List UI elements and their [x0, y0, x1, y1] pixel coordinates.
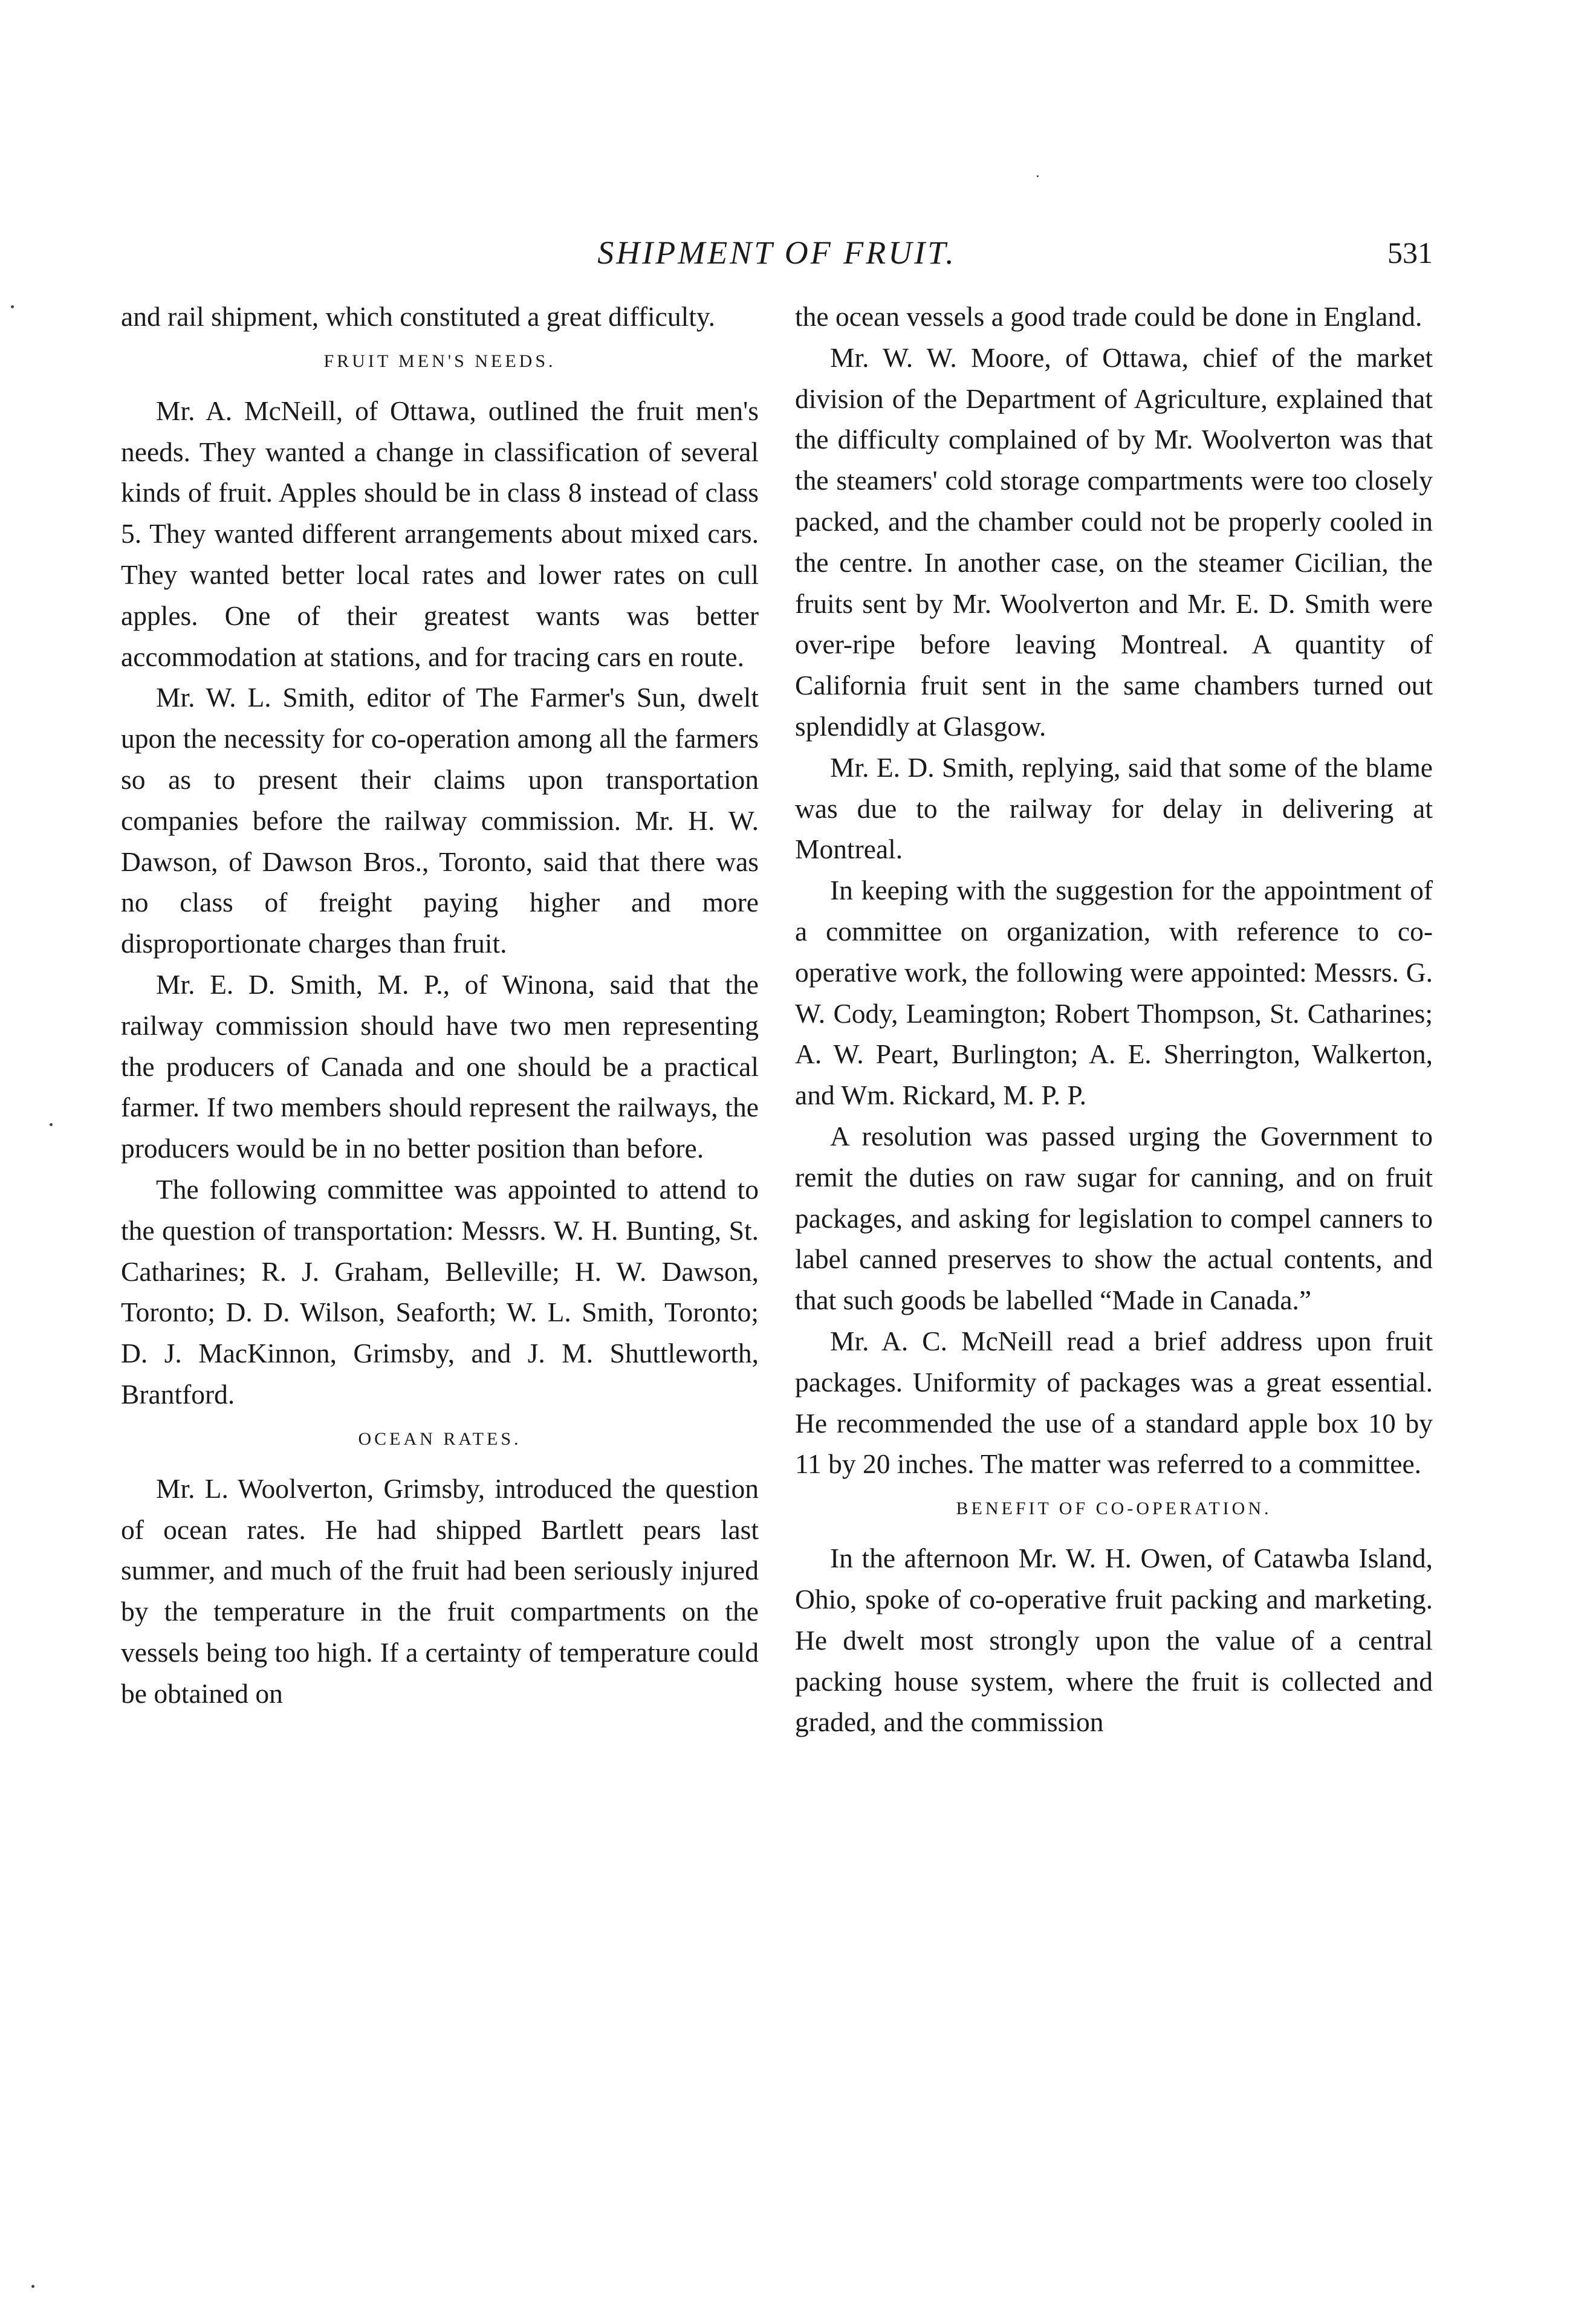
paragraph: Mr. L. Woolverton, Grimsby, introduced the question of ocean rates. He had shipped Bartlett pears last summer, and much of the fruit had been seriously injured by the temperature in the fruit compartments on the vessels being too high. If a certainty of temperature could be obtained on — [121, 1472, 759, 1709]
paragraph: Mr. W. W. Moore, of Ottawa, chief of the market division of the Department of Agriculture, explained that the difficulty complained of by Mr. Woolverton was that the steamers' cold storage compartments were too closely packed, and the chamber could not be properly cooled in the centre. In another case, on the steamer Cicilian, the fruits sent by Mr. Woolverton and Mr. E. D. Smith were over-ripe before leaving Montreal. A quantity of California fruit sent in the same chambers turned out splendidly at Glasgow. — [795, 342, 1433, 742]
scan-speck — [1037, 175, 1039, 177]
scan-speck — [31, 2285, 34, 2288]
paragraph: and rail shipment, which constituted a great difficulty. — [121, 301, 716, 332]
paragraph: Mr. A. C. McNeill read a brief address upon fruit packages. Uniformity of packages was a great essential. He recommended the use of a standard apple box 10 by 11 by 20 inches. The matter was referred to a committee. — [795, 1325, 1433, 1480]
paragraph: In keeping with the suggestion for the appointment of a committee on organization, with reference to co-operative work, the following were appointed: Messrs. G. W. Cody, Leamington; Robert Thompson, St. Catharines; A. W. Peart, Burlington; A. E. Sherrington, Walkerton, and Wm. Rickard, M. P. P. — [795, 875, 1433, 1111]
running-head — [121, 228, 1433, 277]
paragraph: the ocean vessels a good trade could be done in England. — [795, 301, 1422, 332]
paragraph: Mr. E. D. Smith, replying, said that some of the blame was due to the railway for delay in delivering at Montreal. — [795, 751, 1433, 865]
section-heading-fruit-mens-needs: FRUIT MEN'S NEEDS. — [323, 351, 556, 371]
paragraph: The following committee was appointed to attend to the question of transportation: Messrs. W. H. Bunting, St. Catharines; R. J. Graham, Belleville; H. W. Dawson, Toronto; D. D. Wilson, Seaforth; W. L. Smith, Toronto; D. J. MacKinnon, Grimsby, and J. M. Shuttleworth, Brantford. — [121, 1173, 759, 1410]
left-column — [121, 296, 759, 1714]
scan-speck — [50, 1123, 53, 1126]
paragraph: Mr. A. McNeill, of Ottawa, outlined the fruit men's needs. They wanted a change in classification of several kinds of fruit. Apples should be in class 8 instead of class 5. They wanted different arrangements about mixed cars. They wanted better local rates and lower rates on cull apples. One of their greatest wants was better accommodation at stations, and for tracing cars en route. — [121, 395, 759, 672]
page-number: 531 — [1387, 236, 1433, 270]
paragraph: A resolution was passed urging the Government to remit the duties on raw sugar for canning, and on fruit packages, and asking for legislation to compel canners to label canned preserves to show the actual contents, and that such goods be labelled “Made in Canada.” — [795, 1120, 1433, 1316]
paragraph: Mr. W. L. Smith, editor of The Farmer's Sun, dwelt upon the necessity for co-operation among all the farmers so as to present their claims upon transportation companies before the railway commission. Mr. H. W. Dawson, of Dawson Bros., Toronto, said that there was no class of freight paying higher and more disproportionate charges than fruit. — [121, 682, 759, 959]
paragraph: Mr. E. D. Smith, M. P., of Winona, said that the railway commission should have two men representing the producers of Canada and one should be a practical farmer. If two members should represent the railways, the producers would be in no better position than before. — [121, 968, 759, 1164]
scan-speck — [11, 305, 14, 308]
right-column — [795, 296, 1433, 1743]
paragraph: In the afternoon Mr. W. H. Owen, of Catawba Island, Ohio, spoke of co-operative fruit packing and marketing. He dwelt most strongly upon the value of a central packing house system, where the fruit is collected and graded, and the commission — [795, 1543, 1433, 1738]
section-heading-ocean-rates: OCEAN RATES. — [358, 1428, 522, 1449]
running-title: SHIPMENT OF FRUIT. — [597, 235, 956, 271]
section-heading-benefit-of-co-operation: BENEFIT OF CO-OPERATION. — [956, 1498, 1272, 1519]
